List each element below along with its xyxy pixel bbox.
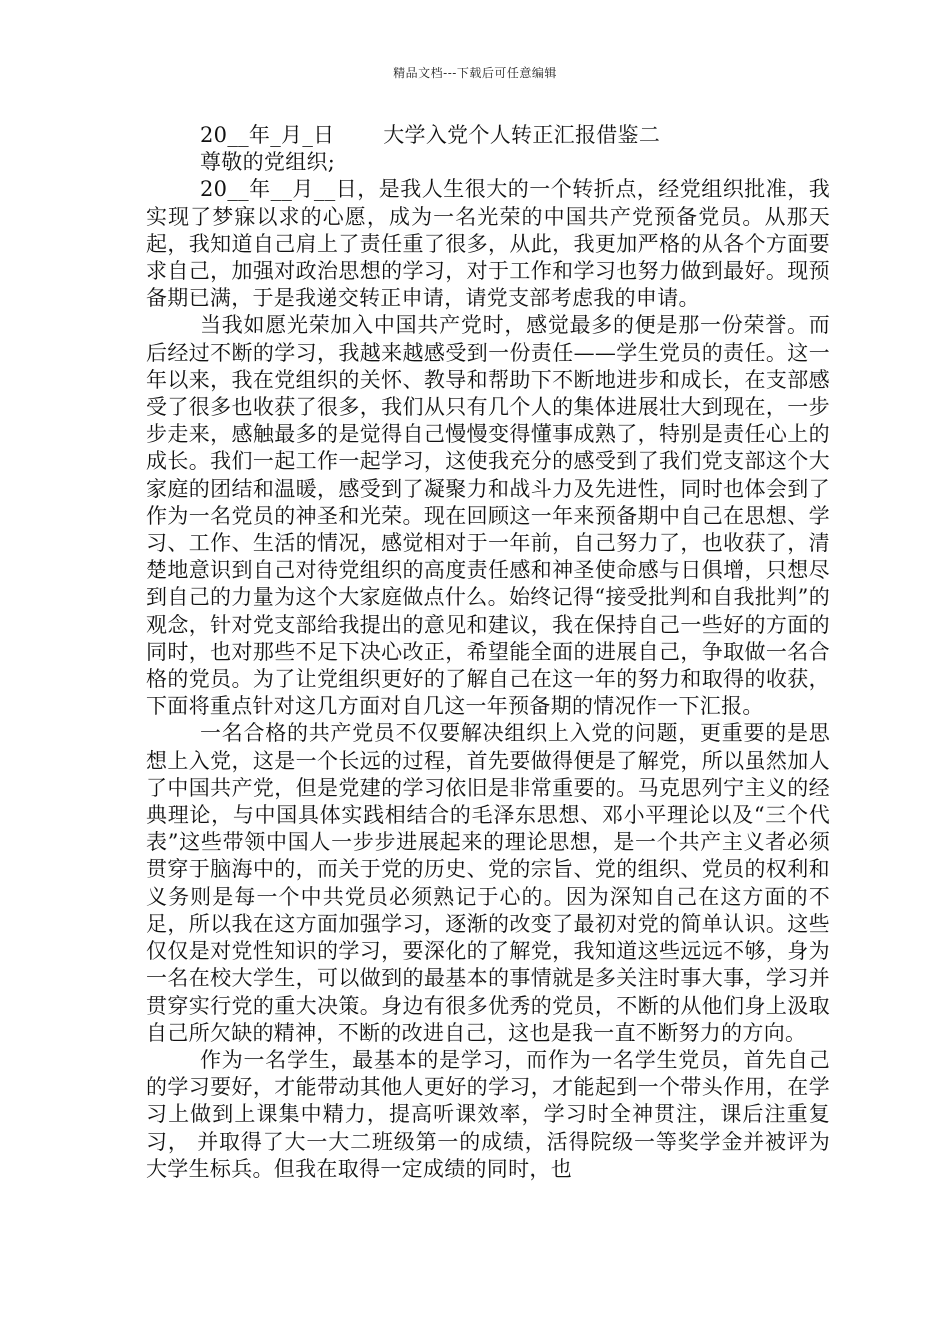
paragraph-3: 一名合格的共产党员不仅要解决组织上入党的问题，更重要的是思想上入党，这是一个长远的过程，首先要做得便是了解党，所以虽然加人了中国共产党，但是党建的学习依旧是非常重要的。马克思列宁主义的经典理论，与中国具体实践相结合的毛泽东思想、邓小平理论以及“三个代表”这些带领中国人一步步进展起来的理论思想，是一个共产主义者必须贯穿于脑海中的，而关于党的历史、党的宗旨、党的组织、党员的权利和义务则是每一个中共党员必须熟记于心的。因为深知自己在这方面的不足，所以我在这方面加强学习，逐渐的改变了最初对党的简单认识。这些仅仅是对党性知识的学习，要深化的了解党，我知道这些远远不够，身为一名在校大学生，可以做到的最基本的事情就是多关注时事大事，学习并贯穿实行党的重大决策。身边有很多优秀的党员，不断的从他们身上汲取自己所欠缺的精神，不断的改进自己，这也是我一直不断努力的方向。 <box>146 721 830 1045</box>
salutation: 尊敬的党组织; <box>200 150 336 175</box>
page-header: 精品文档---下载后可任意编辑 <box>393 66 557 80</box>
document-body <box>146 122 830 1183</box>
paragraph-2: 当我如愿光荣加入中国共产党时，感觉最多的便是那一份荣誉。而后经过不断的学习，我越来越感受到一份责任——学生党员的责任。这一年以来，我在党组织的关怀、教导和帮助下不断地进步和成长，在支部感受了很多也收获了很多，我们从只有几个人的集体进展壮大到现在，一步步走来，感触最多的是觉得自己慢慢变得懂事成熟了，特别是责任心上的成长。我们一起工作一起学习，这使我充分的感受到了我们党支部这个大家庭的团结和温暖，感受到了凝聚力和战斗力及先进性，同时也体会到了作为一名党员的神圣和光荣。现在回顾这一年来预备期中自己在思想、学习、工作、生活的情况，感觉相对于一年前，自己努力了，也收获了，清楚地意识到自己对待党组织的高度责任感和神圣使命感与日俱增，只想尽到自己的力量为这个大家庭做点什么。始终记得“接受批判和自我批判”的观念，针对党支部给我提出的意见和建议，我在保持自己一些好的方面的同时，也对那些不足下决心改正，希望能全面的进展自己，争取做一名合格的党员。为了让党组织更好的了解自己在这一年的努力和取得的收获，下面将重点针对这几方面对自几这一年预备期的情况作一下汇报。 <box>146 313 830 719</box>
paragraph-4: 作为一名学生，最基本的是学习，而作为一名学生党员，首先自己的学习要好，才能带动其他人更好的学习，才能起到一个带头作用，在学习上做到上课集中精力，提高听课效率，学习时全神贯注，课后注重复习， 并取得了大一大二班级第一的成绩，活得院级一等奖学金并被评为大学生标兵。但我在取得一定成绩的同时，也 <box>146 1047 830 1181</box>
paragraph-1: 20__年__月__日，是我人生很大的一个转折点，经党组织批准，我实现了梦寐以求的心愿，成为一名光荣的中国共产党预备党员。从那天起，我知道自己肩上了责任重了很多，从此，我更加严格的从各个方面要求自己，加强对政治思想的学习，对于工作和学习也努力做到最好。现预备期已满，于是我递交转正申请，请党支部考虑我的申请。 <box>146 177 830 311</box>
document-title: 20__年_月_日 大学入党个人转正汇报借鉴二 <box>200 123 661 147</box>
